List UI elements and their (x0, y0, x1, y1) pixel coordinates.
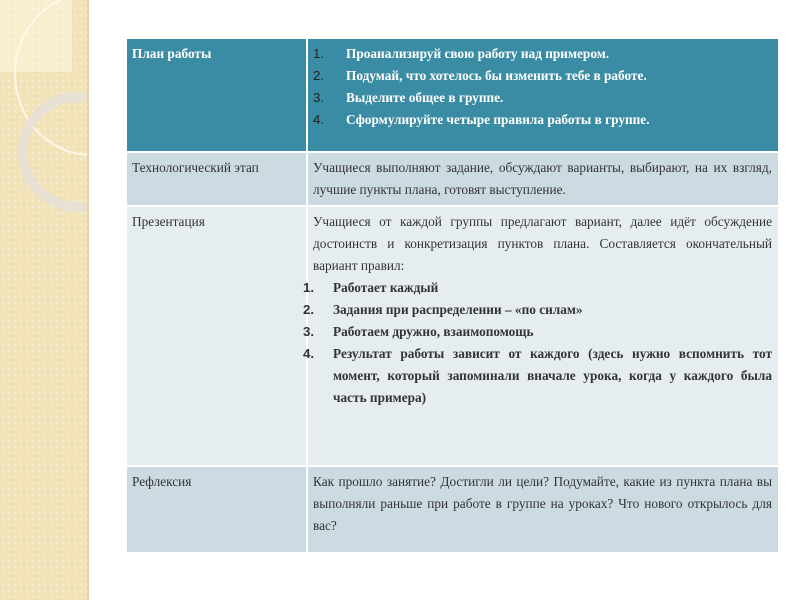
list-text: Работает каждый (333, 280, 439, 295)
decorative-side-panel (0, 0, 89, 600)
list-text: Результат работы зависит от каждого (здесь нужно вспомнить тот момент, который запоминали вначале урока, когда у каждого была часть примера) (333, 346, 772, 405)
list-number: 2. (313, 68, 325, 83)
row-label: Презентация (126, 206, 307, 466)
list-item (313, 87, 772, 109)
table-row-reflection (126, 466, 779, 553)
list-text: Выделите общее в группе. (346, 90, 504, 105)
row-content: Учащиеся выполняют задание, обсуждают варианты, выбирают, на их взгляд, лучшие пункты плана, готовят выступление. (307, 152, 779, 206)
rules-list (303, 277, 772, 409)
list-item (313, 43, 772, 65)
list-text: Сформулируйте четыре правила работы в группе. (346, 112, 650, 127)
list-number: 2. (303, 302, 315, 317)
list-number: 1. (313, 46, 325, 61)
row-label: Технологический этап (126, 152, 307, 206)
table-row-presentation (126, 206, 779, 466)
table-row-technology (126, 152, 779, 206)
list-text: Работаем дружно, взаимопомощь (333, 324, 534, 339)
list-text: Задания при распределении – «по силам» (333, 302, 583, 317)
row-content (307, 38, 779, 152)
row-label: Рефлексия (126, 466, 307, 553)
list-number: 4. (303, 346, 315, 361)
lesson-plan-table (125, 37, 780, 554)
list-number: 3. (303, 324, 315, 339)
list-item (313, 109, 772, 131)
row-content: Как прошло занятие? Достигли ли цели? Подумайте, какие из пункта плана вы выполняли раньше при работе в группе на уроках? Что нового открылось для вас? (307, 466, 779, 553)
list-item (303, 321, 772, 343)
row-content (303, 206, 779, 466)
list-item (303, 299, 772, 321)
list-item (313, 65, 772, 87)
plan-list (313, 43, 772, 131)
list-text: Проанализируй свою работу над примером. (346, 46, 610, 61)
list-item (303, 343, 772, 409)
list-text: Подумай, что хотелось бы изменить тебе в работе. (346, 68, 647, 83)
table-row-plan (126, 38, 779, 152)
list-item (303, 277, 772, 299)
list-number: 1. (303, 280, 315, 295)
list-number: 3. (313, 90, 325, 105)
row-label: План работы (126, 38, 307, 152)
list-number: 4. (313, 112, 325, 127)
presentation-text: Учащиеся от каждой группы предлагают вариант, далее идёт обсуждение достоинств и конкретизация пунктов плана. Составляется окончательный вариант правил: (313, 214, 772, 273)
